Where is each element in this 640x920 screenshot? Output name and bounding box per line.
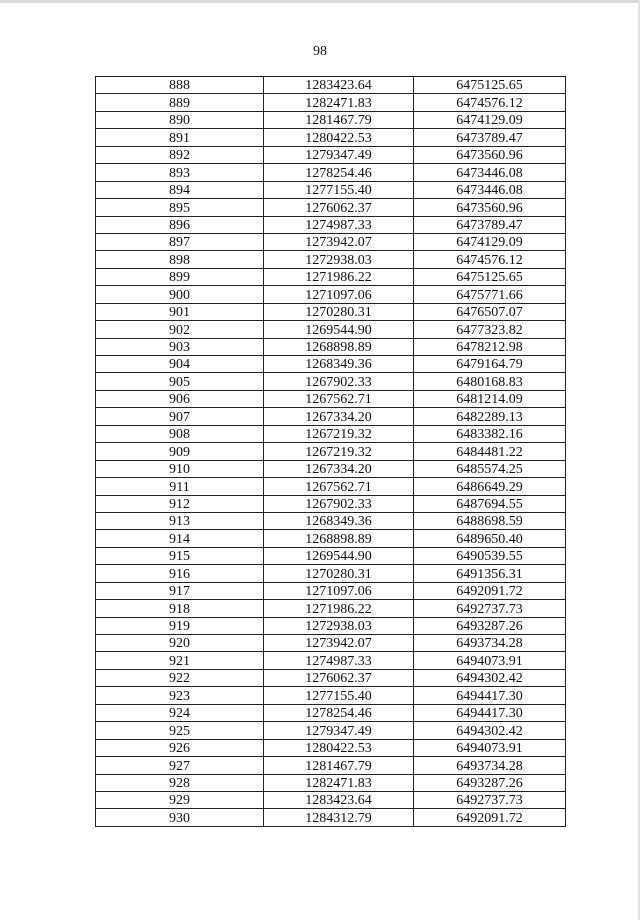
- y-coordinate-cell: 6494073.91: [414, 739, 566, 756]
- x-coordinate-cell: 1268349.36: [264, 512, 414, 529]
- x-coordinate-cell: 1271986.22: [264, 600, 414, 617]
- x-coordinate-cell: 1273942.07: [264, 635, 414, 652]
- table-row: [96, 390, 566, 407]
- table-row: [96, 216, 566, 233]
- x-coordinate-cell: 1273942.07: [264, 233, 414, 250]
- x-coordinate-cell: 1282471.83: [264, 774, 414, 791]
- point-number-cell: 921: [96, 652, 264, 669]
- x-coordinate-cell: 1269544.90: [264, 547, 414, 564]
- x-coordinate-cell: 1277155.40: [264, 687, 414, 704]
- x-coordinate-cell: 1267334.20: [264, 408, 414, 425]
- x-coordinate-cell: 1279347.49: [264, 146, 414, 163]
- point-number-cell: 895: [96, 199, 264, 216]
- x-coordinate-cell: 1280422.53: [264, 129, 414, 146]
- x-coordinate-cell: 1272938.03: [264, 251, 414, 268]
- point-number-cell: 922: [96, 669, 264, 686]
- point-number-cell: 926: [96, 739, 264, 756]
- y-coordinate-cell: 6473560.96: [414, 146, 566, 163]
- table-row: [96, 757, 566, 774]
- table-row: [96, 146, 566, 163]
- point-number-cell: 910: [96, 460, 264, 477]
- table-row: [96, 443, 566, 460]
- y-coordinate-cell: 6474576.12: [414, 94, 566, 111]
- page-top-edge: [0, 0, 640, 3]
- x-coordinate-cell: 1268349.36: [264, 356, 414, 373]
- table-row: [96, 373, 566, 390]
- y-coordinate-cell: 6473560.96: [414, 199, 566, 216]
- point-number-cell: 893: [96, 164, 264, 181]
- y-coordinate-cell: 6475771.66: [414, 286, 566, 303]
- table-row: [96, 617, 566, 634]
- table-row: [96, 129, 566, 146]
- table-row: [96, 425, 566, 442]
- x-coordinate-cell: 1267562.71: [264, 478, 414, 495]
- point-number-cell: 896: [96, 216, 264, 233]
- table-row: [96, 739, 566, 756]
- point-number-cell: 899: [96, 268, 264, 285]
- table-row: [96, 530, 566, 547]
- x-coordinate-cell: 1270280.31: [264, 565, 414, 582]
- x-coordinate-cell: 1272938.03: [264, 617, 414, 634]
- point-number-cell: 914: [96, 530, 264, 547]
- coordinates-table-body: [96, 77, 566, 827]
- table-row: [96, 460, 566, 477]
- table-row: [96, 94, 566, 111]
- y-coordinate-cell: 6490539.55: [414, 547, 566, 564]
- y-coordinate-cell: 6486649.29: [414, 478, 566, 495]
- table-row: [96, 669, 566, 686]
- x-coordinate-cell: 1267219.32: [264, 443, 414, 460]
- table-row: [96, 687, 566, 704]
- table-row: [96, 809, 566, 826]
- y-coordinate-cell: 6473446.08: [414, 164, 566, 181]
- x-coordinate-cell: 1274987.33: [264, 652, 414, 669]
- point-number-cell: 901: [96, 303, 264, 320]
- point-number-cell: 905: [96, 373, 264, 390]
- y-coordinate-cell: 6489650.40: [414, 530, 566, 547]
- y-coordinate-cell: 6475125.65: [414, 77, 566, 94]
- table-row: [96, 303, 566, 320]
- x-coordinate-cell: 1267219.32: [264, 425, 414, 442]
- table-row: [96, 652, 566, 669]
- table-row: [96, 722, 566, 739]
- y-coordinate-cell: 6494302.42: [414, 722, 566, 739]
- x-coordinate-cell: 1270280.31: [264, 303, 414, 320]
- table-row: [96, 704, 566, 721]
- point-number-cell: 927: [96, 757, 264, 774]
- point-number-cell: 903: [96, 338, 264, 355]
- point-number-cell: 891: [96, 129, 264, 146]
- point-number-cell: 913: [96, 512, 264, 529]
- x-coordinate-cell: 1267902.33: [264, 373, 414, 390]
- y-coordinate-cell: 6487694.55: [414, 495, 566, 512]
- table-row: [96, 338, 566, 355]
- table-row: [96, 356, 566, 373]
- table-row: [96, 582, 566, 599]
- y-coordinate-cell: 6482289.13: [414, 408, 566, 425]
- x-coordinate-cell: 1283423.64: [264, 77, 414, 94]
- table-row: [96, 791, 566, 808]
- point-number-cell: 928: [96, 774, 264, 791]
- table-row: [96, 199, 566, 216]
- y-coordinate-cell: 6494417.30: [414, 704, 566, 721]
- x-coordinate-cell: 1277155.40: [264, 181, 414, 198]
- y-coordinate-cell: 6474129.09: [414, 233, 566, 250]
- x-coordinate-cell: 1283423.64: [264, 791, 414, 808]
- y-coordinate-cell: 6493734.28: [414, 635, 566, 652]
- y-coordinate-cell: 6473446.08: [414, 181, 566, 198]
- point-number-cell: 892: [96, 146, 264, 163]
- y-coordinate-cell: 6493734.28: [414, 757, 566, 774]
- x-coordinate-cell: 1274987.33: [264, 216, 414, 233]
- y-coordinate-cell: 6494073.91: [414, 652, 566, 669]
- table-row: [96, 635, 566, 652]
- x-coordinate-cell: 1276062.37: [264, 669, 414, 686]
- x-coordinate-cell: 1282471.83: [264, 94, 414, 111]
- x-coordinate-cell: 1269544.90: [264, 321, 414, 338]
- point-number-cell: 902: [96, 321, 264, 338]
- table-row: [96, 268, 566, 285]
- x-coordinate-cell: 1280422.53: [264, 739, 414, 756]
- x-coordinate-cell: 1284312.79: [264, 809, 414, 826]
- y-coordinate-cell: 6479164.79: [414, 356, 566, 373]
- y-coordinate-cell: 6473789.47: [414, 129, 566, 146]
- point-number-cell: 908: [96, 425, 264, 442]
- x-coordinate-cell: 1276062.37: [264, 199, 414, 216]
- point-number-cell: 889: [96, 94, 264, 111]
- point-number-cell: 898: [96, 251, 264, 268]
- x-coordinate-cell: 1278254.46: [264, 704, 414, 721]
- point-number-cell: 911: [96, 478, 264, 495]
- table-row: [96, 321, 566, 338]
- point-number-cell: 915: [96, 547, 264, 564]
- table-row: [96, 408, 566, 425]
- page-number: 98: [313, 44, 327, 59]
- y-coordinate-cell: 6491356.31: [414, 565, 566, 582]
- point-number-cell: 904: [96, 356, 264, 373]
- point-number-cell: 919: [96, 617, 264, 634]
- y-coordinate-cell: 6494302.42: [414, 669, 566, 686]
- table-row: [96, 512, 566, 529]
- x-coordinate-cell: 1281467.79: [264, 757, 414, 774]
- point-number-cell: 929: [96, 791, 264, 808]
- x-coordinate-cell: 1268898.89: [264, 530, 414, 547]
- point-number-cell: 923: [96, 687, 264, 704]
- y-coordinate-cell: 6477323.82: [414, 321, 566, 338]
- x-coordinate-cell: 1271986.22: [264, 268, 414, 285]
- y-coordinate-cell: 6492737.73: [414, 791, 566, 808]
- y-coordinate-cell: 6478212.98: [414, 338, 566, 355]
- point-number-cell: 924: [96, 704, 264, 721]
- y-coordinate-cell: 6474129.09: [414, 111, 566, 128]
- y-coordinate-cell: 6492091.72: [414, 809, 566, 826]
- y-coordinate-cell: 6493287.26: [414, 617, 566, 634]
- y-coordinate-cell: 6483382.16: [414, 425, 566, 442]
- point-number-cell: 920: [96, 635, 264, 652]
- point-number-cell: 897: [96, 233, 264, 250]
- x-coordinate-cell: 1267562.71: [264, 390, 414, 407]
- y-coordinate-cell: 6493287.26: [414, 774, 566, 791]
- y-coordinate-cell: 6492091.72: [414, 582, 566, 599]
- y-coordinate-cell: 6475125.65: [414, 268, 566, 285]
- point-number-cell: 930: [96, 809, 264, 826]
- table-row: [96, 286, 566, 303]
- x-coordinate-cell: 1268898.89: [264, 338, 414, 355]
- x-coordinate-cell: 1271097.06: [264, 286, 414, 303]
- x-coordinate-cell: 1267334.20: [264, 460, 414, 477]
- point-number-cell: 916: [96, 565, 264, 582]
- point-number-cell: 900: [96, 286, 264, 303]
- y-coordinate-cell: 6476507.07: [414, 303, 566, 320]
- table-row: [96, 600, 566, 617]
- point-number-cell: 918: [96, 600, 264, 617]
- table-row: [96, 181, 566, 198]
- point-number-cell: 890: [96, 111, 264, 128]
- table-row: [96, 164, 566, 181]
- y-coordinate-cell: 6480168.83: [414, 373, 566, 390]
- x-coordinate-cell: 1279347.49: [264, 722, 414, 739]
- table-row: [96, 495, 566, 512]
- table-row: [96, 774, 566, 791]
- table-row: [96, 478, 566, 495]
- x-coordinate-cell: 1267902.33: [264, 495, 414, 512]
- y-coordinate-cell: 6485574.25: [414, 460, 566, 477]
- x-coordinate-cell: 1281467.79: [264, 111, 414, 128]
- point-number-cell: 925: [96, 722, 264, 739]
- y-coordinate-cell: 6488698.59: [414, 512, 566, 529]
- table-row: [96, 111, 566, 128]
- x-coordinate-cell: 1271097.06: [264, 582, 414, 599]
- coordinates-table: [95, 76, 566, 827]
- y-coordinate-cell: 6484481.22: [414, 443, 566, 460]
- table-row: [96, 547, 566, 564]
- y-coordinate-cell: 6474576.12: [414, 251, 566, 268]
- table-row: [96, 565, 566, 582]
- x-coordinate-cell: 1278254.46: [264, 164, 414, 181]
- table-row: [96, 251, 566, 268]
- y-coordinate-cell: 6481214.09: [414, 390, 566, 407]
- point-number-cell: 917: [96, 582, 264, 599]
- table-row: [96, 233, 566, 250]
- y-coordinate-cell: 6494417.30: [414, 687, 566, 704]
- point-number-cell: 907: [96, 408, 264, 425]
- y-coordinate-cell: 6492737.73: [414, 600, 566, 617]
- point-number-cell: 888: [96, 77, 264, 94]
- point-number-cell: 894: [96, 181, 264, 198]
- table-row: [96, 77, 566, 94]
- y-coordinate-cell: 6473789.47: [414, 216, 566, 233]
- point-number-cell: 906: [96, 390, 264, 407]
- point-number-cell: 909: [96, 443, 264, 460]
- point-number-cell: 912: [96, 495, 264, 512]
